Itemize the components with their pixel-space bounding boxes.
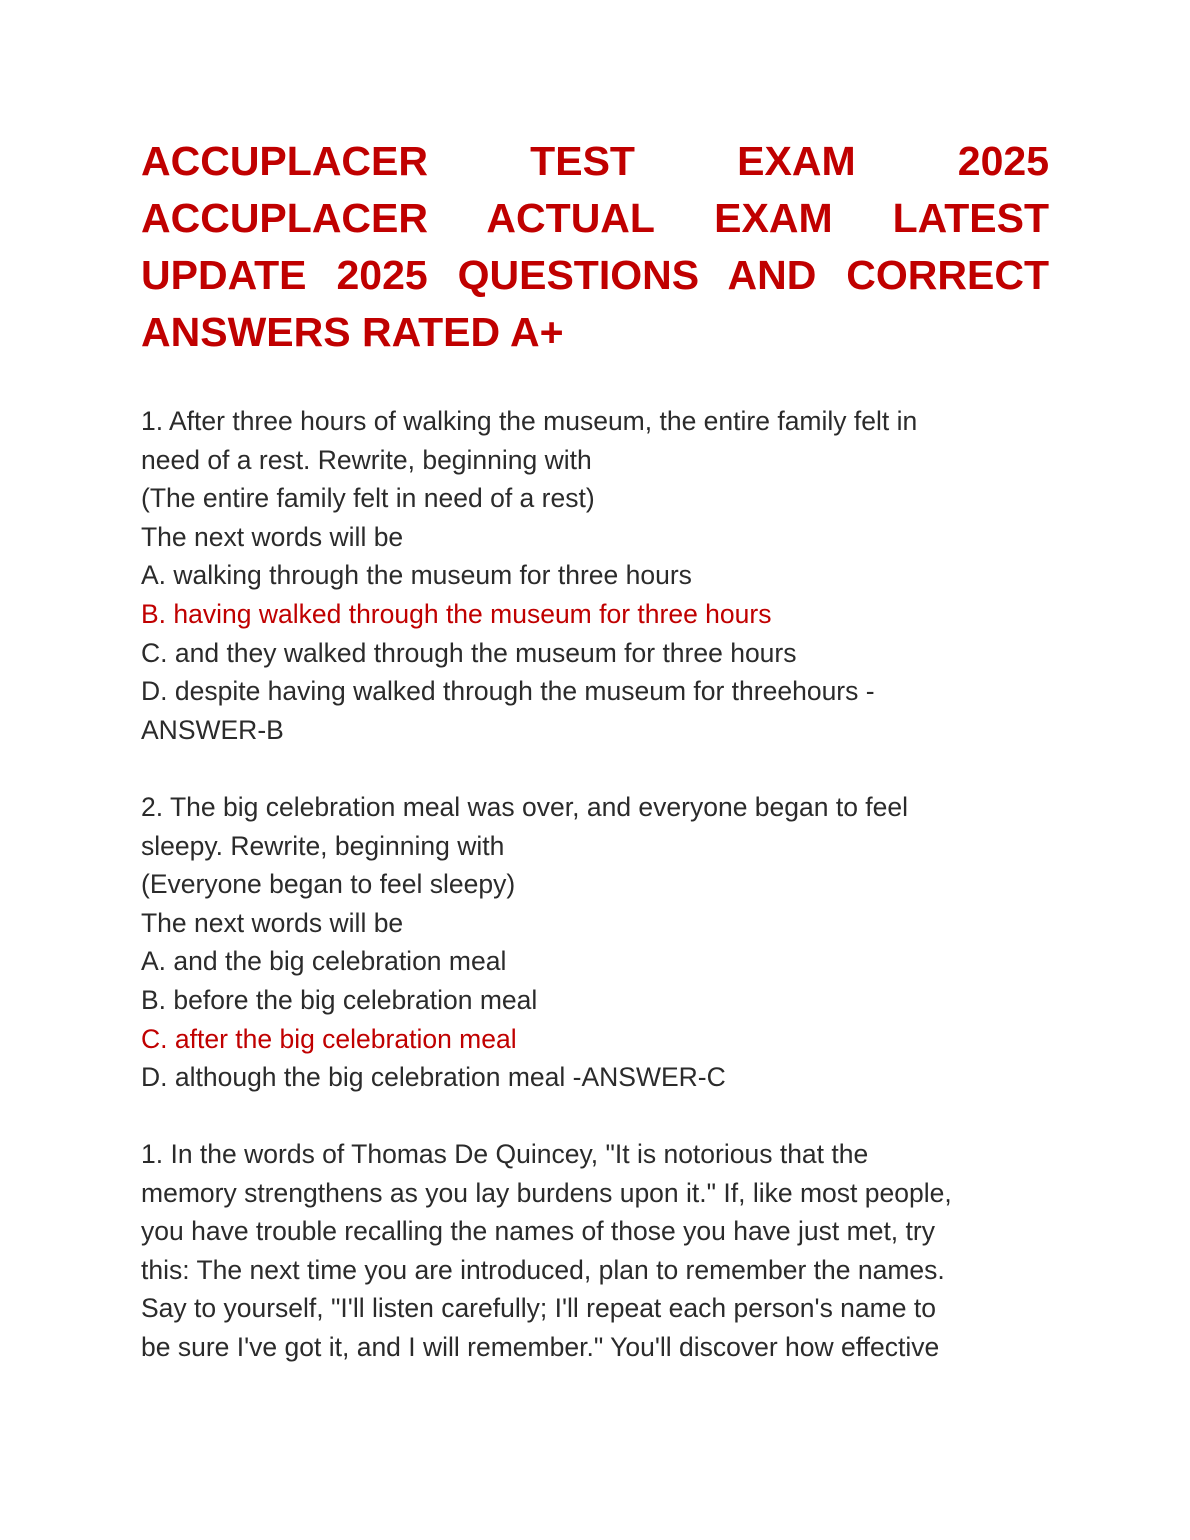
answer-option-a: A. walking through the museum for three hours: [141, 560, 692, 591]
question-text: 2. The big celebration meal was over, and everyone began to feel: [141, 792, 909, 822]
title-line: ANSWERS RATED A+: [141, 309, 564, 355]
question-text: 1. After three hours of walking the museum, the entire family felt in: [141, 406, 918, 436]
question-block: [141, 1135, 952, 1367]
answer-key: ANSWER-B: [141, 714, 284, 745]
title-line: UPDATE 2025 QUESTIONS AND CORRECT: [141, 252, 1049, 298]
answer-option-c-correct: C. after the big celebration meal: [141, 1023, 517, 1054]
title-line: ACCUPLACER TEST EXAM 2025: [141, 138, 1049, 184]
passage-text: you have trouble recalling the names of those you have just met, try: [141, 1216, 935, 1247]
question-text: sleepy. Rewrite, beginning with: [141, 830, 505, 861]
question-text: need of a rest. Rewrite, beginning with: [141, 444, 592, 475]
answer-option-d-with-key: D. although the big celebration meal -ANSWER-C: [141, 1062, 726, 1093]
answer-option-a: A. and the big celebration meal: [141, 946, 507, 977]
question-block: [141, 402, 917, 749]
document-title: [141, 133, 1049, 361]
answer-option-d: D. despite having walked through the museum for threehours -: [141, 676, 875, 707]
question-block: [141, 788, 908, 1097]
passage-text: this: The next time you are introduced, plan to remember the names.: [141, 1254, 945, 1285]
question-instruction: The next words will be: [141, 907, 404, 938]
answer-option-b-correct: B. having walked through the museum for three hours: [141, 598, 772, 629]
document-page: [141, 133, 1049, 1362]
question-prompt: (Everyone began to feel sleepy): [141, 869, 516, 900]
passage-text: 1. In the words of Thomas De Quincey, "It is notorious that the: [141, 1139, 869, 1169]
passage-text: memory strengthens as you lay burdens upon it." If, like most people,: [141, 1177, 952, 1208]
title-line: ACCUPLACER ACTUAL EXAM LATEST: [141, 195, 1049, 241]
question-prompt: (The entire family felt in need of a rest): [141, 483, 595, 514]
passage-text: Say to yourself, "I'll listen carefully; I'll repeat each person's name to: [141, 1293, 936, 1324]
answer-option-c: C. and they walked through the museum for three hours: [141, 637, 797, 668]
passage-text: be sure I've got it, and I will remember." You'll discover how effective: [141, 1331, 940, 1362]
question-instruction: The next words will be: [141, 521, 404, 552]
answer-option-b: B. before the big celebration meal: [141, 984, 538, 1015]
